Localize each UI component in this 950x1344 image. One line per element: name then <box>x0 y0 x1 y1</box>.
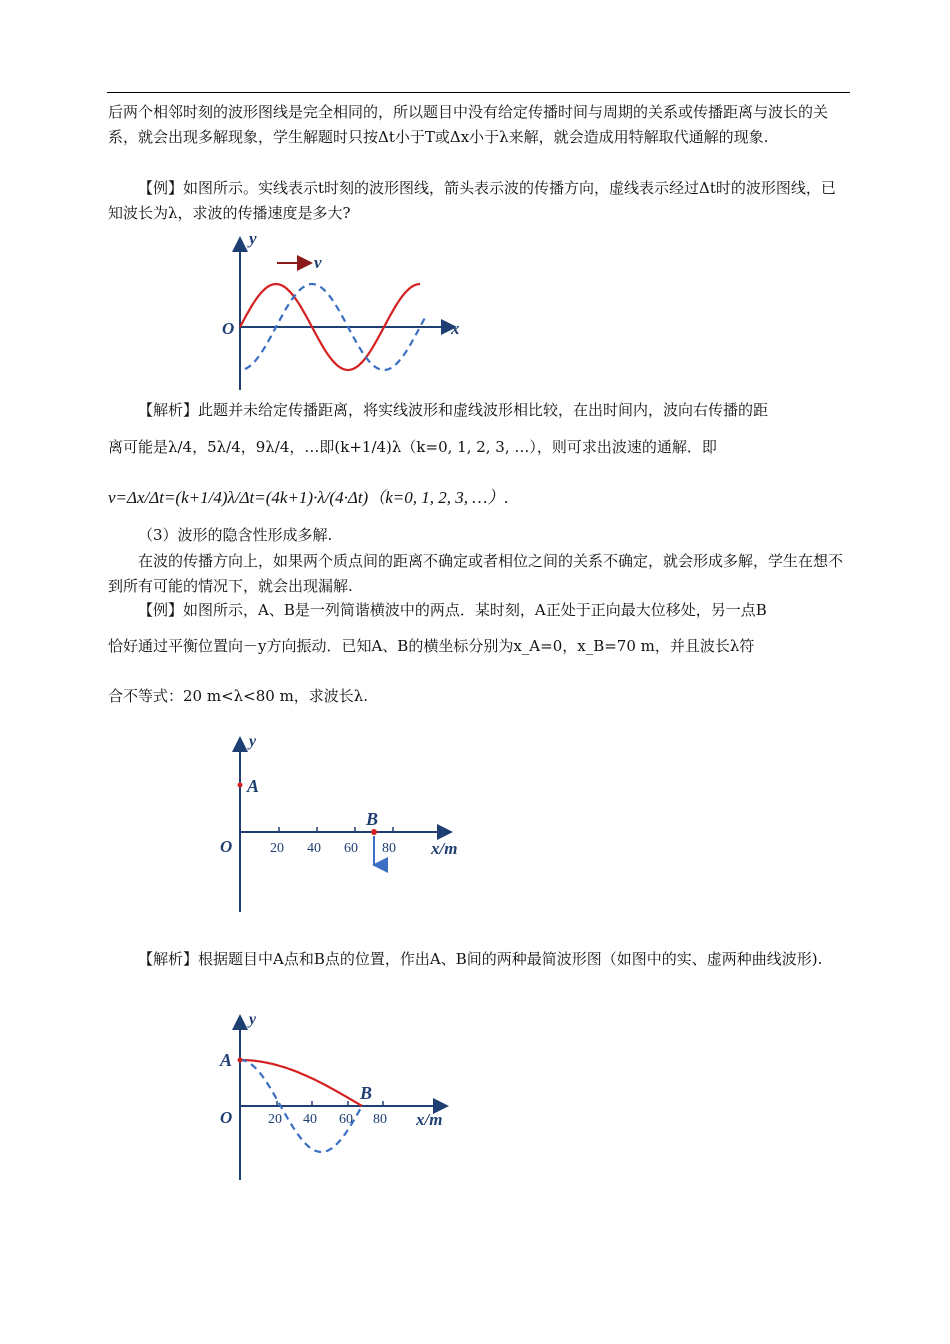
header-rule <box>107 92 850 93</box>
point-a-marker <box>238 1058 243 1063</box>
example-2-question-line3: 合不等式：20 m<λ<80 m，求波长λ. <box>108 687 369 705</box>
example-1-question: 【例】如图所示。实线表示t时刻的波形图线，箭头表示波的传播方向，虚线表示经过Δt时的波形图线，已知波长为λ，求波的传播速度是多大? <box>108 179 836 222</box>
x-axis-label: x/m <box>431 839 458 858</box>
example-1-solution-line2: 离可能是λ/4，5λ/4，9λ/4，…即(k+1/4)λ（k=0, 1, 2, 3, …），则可求出波速的通解．即 <box>108 438 717 456</box>
y-axis-label: y <box>249 733 257 750</box>
point-a-label: A <box>220 1050 233 1070</box>
solid-wave-curve <box>240 1060 362 1106</box>
tick-label-80: 80 <box>373 1112 387 1127</box>
paragraph-hidden-waveform: 在波的传播方向上，如果两个质点间的距离不确定或者相位之间的关系不确定，就会形成多解，学生在想不到所有可能的情况下，就会出现漏解. <box>108 552 844 595</box>
velocity-equation-text: v=Δx/Δt=(k+1/4)λ/Δt=(4k+1)·λ/(4·Δt)（k=0, 1, 2, 3, …）. <box>108 488 509 507</box>
tick-label-60: 60 <box>344 841 358 856</box>
wave-figure-3 <box>215 1008 475 1183</box>
origin-label: O <box>222 319 235 338</box>
point-b-label: B <box>366 809 379 829</box>
x-axis-label: x/m <box>416 1110 443 1129</box>
tick-label-20: 20 <box>268 1112 282 1127</box>
section-3-heading: （3）波形的隐含性形成多解. <box>138 526 333 544</box>
example-2-question-line2: 恰好通过平衡位置向－y方向振动．已知A、B的横坐标分别为x_A=0，x_B=70 m，并且波长λ符 <box>108 637 755 655</box>
tick-label-60: 60 <box>339 1112 353 1127</box>
paragraph-multi-solution: 后两个相邻时刻的波形图线是完全相同的，所以题目中没有给定传播时间与周期的关系或传播距离与波长的关系，就会出现多解现象，学生解题时只按Δt小于T或Δx小于λ来解，就会造成用特解取代通解的现象. <box>108 103 829 146</box>
tick-label-80: 80 <box>382 841 396 856</box>
tick-label-20: 20 <box>270 841 284 856</box>
point-a-label: A <box>247 776 260 796</box>
example-1-solution-line1: 【解析】此题并未给定传播距离，将实线波形和虚线波形相比较，在出时间内，波向右传播的距 <box>138 401 769 419</box>
point-a-marker <box>238 783 243 788</box>
origin-label: O <box>220 837 233 856</box>
example-2-question-line1: 【例】如图所示，A、B是一列简谐横波中的两点．某时刻，A正处于正向最大位移处，另一点B <box>138 601 767 619</box>
y-axis-label: y <box>249 230 257 248</box>
example-2-solution: 【解析】根据题目中A点和B点的位置，作出A、B间的两种最简波形图（如图中的实、虚两种曲线波形). <box>138 950 823 968</box>
wave-figure-1 <box>215 230 475 392</box>
velocity-label: v <box>314 253 322 272</box>
origin-label: O <box>220 1108 233 1127</box>
tick-label-40: 40 <box>307 841 321 856</box>
tick-label-40: 40 <box>303 1112 317 1127</box>
point-b-marker <box>371 829 377 835</box>
wave-figure-2 <box>215 730 475 915</box>
velocity-equation <box>108 485 850 511</box>
x-axis-label: x <box>451 319 460 338</box>
y-axis-label: y <box>249 1011 257 1028</box>
point-b-label: B <box>360 1083 373 1103</box>
